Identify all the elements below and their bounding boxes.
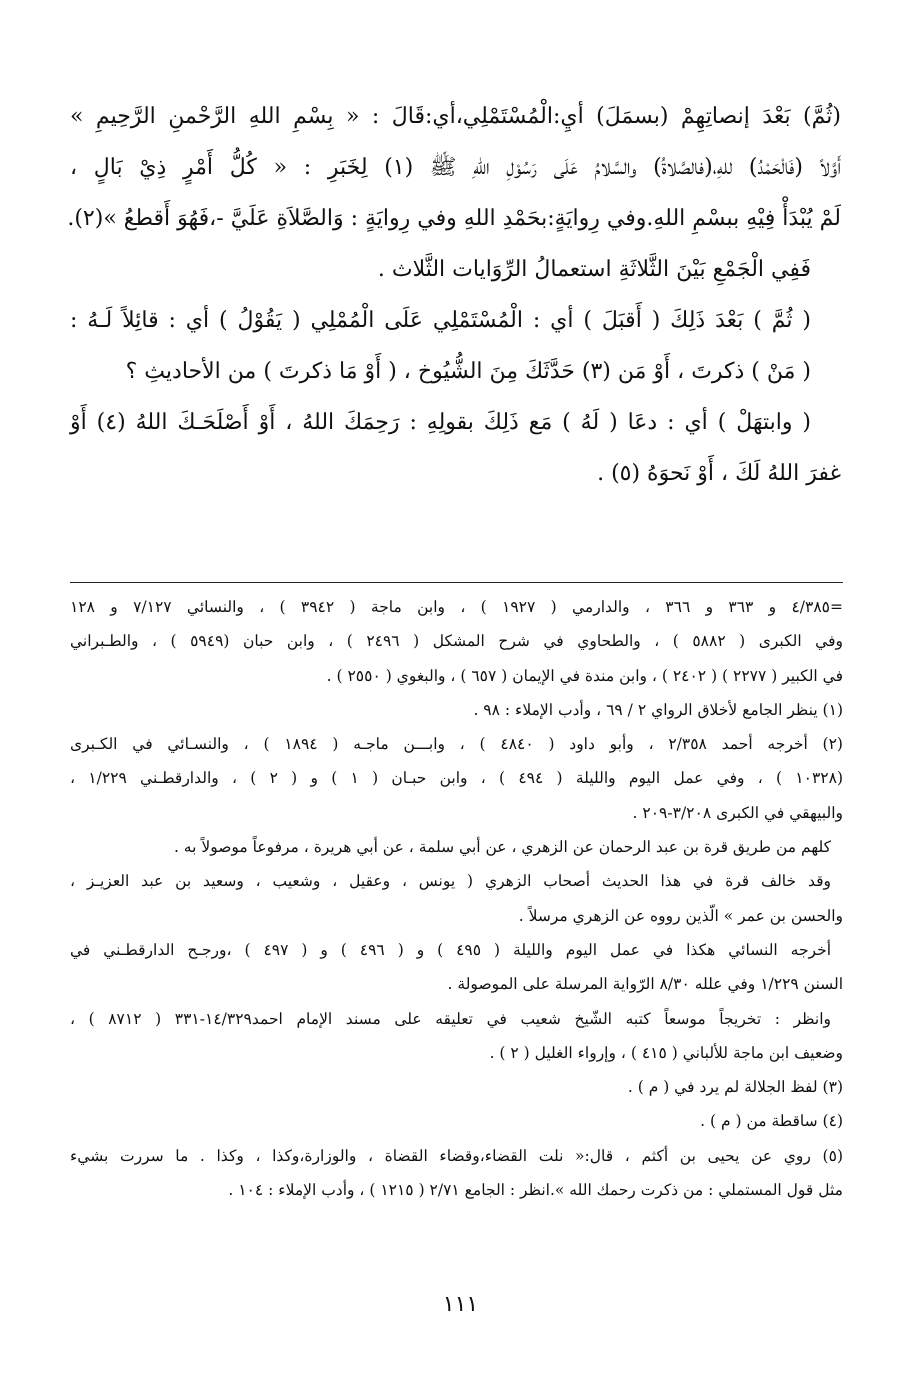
- footnote-line: أخرجه النسائي هكذا في عمل اليوم والليلة ( ٤٩٥ ) و ( ٤٩٦ ) و ( ٤٩٧ ) ،ورجـح الدارقطـني في: [70, 940, 831, 959]
- footnote-line: وضعيف ابن ماجة للألباني ( ٤١٥ ) ، وإرواء الغليل ( ٢ ) .: [489, 1043, 843, 1062]
- footnote-line: والحسن بن عمر » الّذين رووه عن الزهري مرسلاً .: [518, 906, 843, 925]
- footnote-separator: [70, 582, 843, 583]
- main-text: [67, 100, 841, 508]
- page-number: ١١١: [442, 1292, 479, 1317]
- footnote-line: مثل قول المستملي : من ذكرت رحمك الله ».انظر : الجامع ٢/٧١ ( ١٢١٥ ) ، وأدب الإملاء : ١٠٤ .: [228, 1181, 843, 1200]
- footnote-line: في الكبير ( ٢٢٧٧ ) ( ٢٤٠٢ ) ، وابن مندة في الإيمان ( ٦٥٧ ) ، والبغوي ( ٢٥٥٠ ) .: [326, 666, 843, 685]
- footnote-line: =٤/٣٨٥ و ٣٦٣ و ٣٦٦ ، والدارمي ( ١٩٢٧ ) ، وابن ماجة ( ٣٩٤٢ ) ، والنسائي ٧/١٢٧ و ١٢٨: [70, 598, 844, 616]
- footnote-line: (٥) روي عن يحيى بن أكثم ، قال:« نلت القضاء،وقضاء القضاة ، والوزارة،وكذا ، وكذا . ما سررت بشيء: [70, 1146, 843, 1165]
- footnote-line: (١٠٣٢٨ ) ، وفي عمل اليوم والليلة ( ٤٩٤ ) ، وابن حبـان ( ١ ) و ( ٢ ) ، والدارقطـني ١/٢٢٩ ،: [70, 769, 843, 788]
- body-line: فَفِي الْجَمْعِ بَيْنَ الثَّلاثَةِ استعمالُ الرِّوَايات الثَّلاث .: [377, 257, 811, 282]
- body-line: أَوَّلاً (فَالْحَمْدُ) للهِ،(فالصَّلاةُ) والسَّلامُ عَلَى رَسُوْلِ اللهِ ﷺ (١) لِخَبَرِ : « كُلُّ أَمْرٍ ذِيْ بَالٍ ،: [70, 155, 841, 180]
- footnote-line: وقد خالف قرة في هذا الحديث أصحاب الزهري ( يونس ، وعقيل ، وشعيب ، وسعيد بن عبد العزيـز ،: [70, 872, 831, 891]
- body-line: ( وابتهَلْ ) أي : دعَا ( لَهُ ) مَع ذَلِكَ بقولِهِ : رَحِمَكَ اللهُ ، أَوْ أَصْلَحَـكَ اللهُ (٤) أَوْ: [70, 410, 812, 435]
- body-line: ( مَنْ ) ذكرتَ ، أَوْ مَن (٣) حَدَّثَكَ مِنَ الشُّيُوخ ، ( أَوْ مَا ذكرتَ ) من الأحاديثِ ؟: [125, 359, 811, 384]
- footnote-line: (٣) لفظ الجلالة لم يرد في ( م ) .: [627, 1078, 843, 1097]
- footnote-line: (٢) أخرجه أحمد ٢/٣٥٨ ، وأبو داود ( ٤٨٤٠ ) ، وابـــن ماجـه ( ١٨٩٤ ) ، والنسـائي في الكـبرى: [70, 735, 843, 754]
- footnote-line: السنن ١/٢٢٩ وفي علله ٨/٣٠ الرّواية المرسلة على الموصولة .: [447, 975, 843, 994]
- body-line: غفرَ اللهُ لَكَ ، أَوْ نَحوَهُ (٥) .: [597, 461, 841, 486]
- footnote-line: كلهم من طريق قرة بن عبد الرحمان عن الزهري ، عن أبي سلمة ، عن أبي هريرة ، مرفوعاً موصولاً به .: [173, 838, 831, 857]
- footnotes: [70, 596, 843, 1213]
- footnote-line: وانظر : تخريجاً موسعاً كتبه الشّيخ شعيب في تعليقه على مسند الإمام احمد١٤/٣٢٩-٣٣١ ( ٨٧١٢ ) ،: [70, 1009, 831, 1028]
- footnote-line: (٤) ساقطة من ( م ) .: [700, 1112, 843, 1131]
- body-line: لَمْ يُبْدَأْ فِيْهِ ببسْمِ اللهِ.وفي رِوايَةٍ:بحَمْدِ اللهِ وفي رِوايَةٍ : وَالصَّلاَةِ عَلَيَّ -،فَهُوَ أَقطعُ »(٢).: [67, 206, 841, 231]
- footnote-line: (١) ينظر الجامع لأخلاق الرواي ٢ / ٦٩ ، وأدب الإملاء : ٩٨ .: [473, 700, 843, 719]
- footnote-line: والبيهقي في الكبرى ٣/٢٠٨-٢٠٩ .: [632, 803, 843, 822]
- body-line: ( ثُمَّ ) بَعْدَ ذَلِكَ ( أَقبَلَ ) أي : الْمُسْتَمْلِي عَلَى الْمُمْلِي ( يَقُوْلُ ) أي : قائِلاً لَـهُ :: [70, 308, 811, 333]
- body-line: (ثُمَّ) بَعْدَ إنصاتِهِمْ (بسمَلَ) أيِ:الْمُسْتَمْلِي،أي:قَالَ : « بِسْمِ اللهِ الرَّحْمنِ الرَّحِيمِ »: [70, 104, 841, 129]
- footnote-line: وفي الكبرى ( ٥٨٨٢ ) ، والطحاوي في شرح المشكل ( ٢٤٩٦ ) ، وابن حبان (٥٩٤٩ ) ، والطـبراني: [70, 632, 844, 651]
